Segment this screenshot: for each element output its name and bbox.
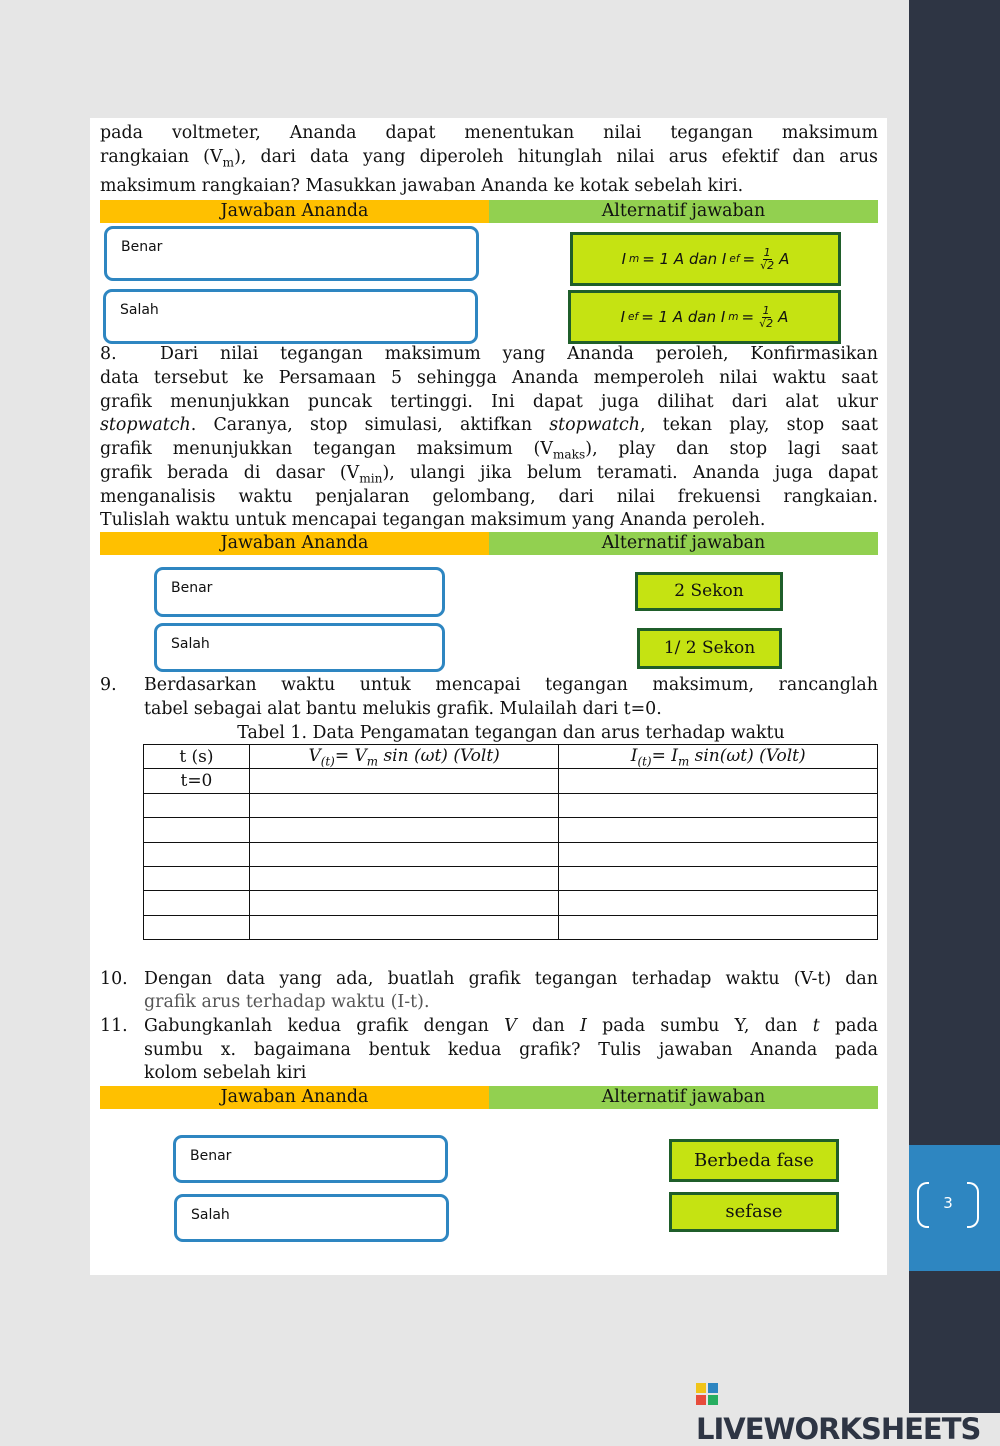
q8-answer-benar[interactable]: Benar [154,567,445,617]
q8-line-2: data tersebut ke Persamaan 5 sehingga Ananda memperoleh nilai waktu saat [100,368,878,388]
q8-line-5: grafik menunjukkan tegangan maksimum $(V_{maks})$, play dan stop lagi saat [100,439,878,462]
q7-alt-2[interactable]: I ef = 1 A dan I m = $\frac{1}{√2}$ A [568,290,841,344]
table-cell[interactable] [249,891,559,915]
answer-header: Jawaban Ananda [100,532,489,555]
q7-line-2: rangkaian $(V_m)$, dari data yang diperoleh hitunglah nilai arus efektif dan arus [100,147,878,170]
q11-line-1: Gabungkanlah kedua grafik dengan V dan I pada sumbu Y, dan t pada [144,1016,878,1036]
q8-alt-2[interactable]: 1/ 2 Sekon [637,628,782,669]
table-header-row [144,745,878,769]
table-cell[interactable] [144,866,250,890]
col-voltage: $V_{(t)}= V_m$ sin (ωt) (Volt) [249,745,559,769]
q7-header [100,200,878,223]
q10-line-2: grafik arus terhadap waktu (I-t). [144,992,430,1012]
table-cell[interactable] [249,818,559,842]
q8-line-3: grafik menunjukkan puncak tertinggi. Ini dapat juga dilihat dari alat ukur [100,392,878,412]
table-row [144,793,878,817]
table-cell[interactable] [559,866,878,890]
q7-line-1: pada voltmeter, Ananda dapat menentukan nilai tegangan maksimum [100,123,878,143]
q7-alt-1[interactable]: I m = 1 A dan I ef = $\frac{1}{√2}$ A [570,232,841,286]
q11-number: 11. [100,1016,128,1036]
q7-answer-benar[interactable]: Benar [104,226,479,281]
table-cell[interactable] [559,818,878,842]
table-cell[interactable] [144,891,250,915]
table-row [144,769,878,793]
alternative-header: Alternatif jawaban [489,532,878,555]
q10-line-1: Dengan data yang ada, buatlah grafik tegangan terhadap waktu (V-t) dan [144,969,878,989]
table-cell[interactable] [559,793,878,817]
q11-line-2: sumbu x. bagaimana bentuk kedua grafik? Tulis jawaban Ananda pada [144,1040,878,1060]
q7-line-3: maksimum rangkaian? Masukkan jawaban Ananda ke kotak sebelah kiri. [100,176,744,196]
q11-alt-2[interactable]: sefase [669,1192,839,1232]
table-cell[interactable] [144,818,250,842]
liveworksheets-logo: LIVEWORKSHEETS [696,1378,1000,1446]
table-row [144,891,878,915]
q8-alt-1[interactable]: 2 Sekon [635,572,783,611]
q8-line-1: Dari nilai tegangan maksimum yang Ananda peroleh, Konfirmasikan [160,344,878,364]
q8-line-4: stopwatch. Caranya, stop simulasi, aktifkan stopwatch, tekan play, stop saat [100,415,878,435]
alternative-header: Alternatif jawaban [489,200,878,223]
q11-alt-1[interactable]: Berbeda fase [669,1139,839,1182]
table-title: Tabel 1. Data Pengamatan tegangan dan arus terhadap waktu [237,723,785,743]
col-time: t (s) [144,745,250,769]
q8-line-7: menganalisis waktu penjalaran gelombang, dari nilai frekuensi rangkaian. [100,487,878,507]
q8-answer-salah[interactable]: Salah [154,623,445,672]
table-cell[interactable] [249,915,559,939]
table-cell[interactable] [559,891,878,915]
col-current: $I_{(t)}= I_m$ sin(ωt) (Volt) [559,745,878,769]
q11-answer-benar[interactable]: Benar [173,1135,448,1183]
table-cell[interactable] [559,769,878,793]
q7-answer-salah[interactable]: Salah [103,289,478,344]
page-number: 3 [917,1180,979,1228]
q11-answer-salah[interactable]: Salah [174,1194,449,1242]
q9-number: 9. [100,675,117,695]
table-cell[interactable] [144,793,250,817]
q10-number: 10. [100,969,128,989]
answer-header: Jawaban Ananda [100,200,489,223]
q9-line-2: tabel sebagai alat bantu melukis grafik. Mulailah dari t=0. [144,699,662,719]
table-row [144,915,878,939]
table-cell[interactable] [249,842,559,866]
table-cell[interactable] [249,769,559,793]
table-row [144,866,878,890]
table-cell[interactable] [144,915,250,939]
table-cell[interactable] [559,915,878,939]
q8-line-6: grafik berada di dasar $(V_{min})$, ulangi jika belum teramati. Ananda juga dapat [100,463,878,486]
observation-table [143,744,878,940]
table-cell[interactable] [249,793,559,817]
q8-line-8: Tulislah waktu untuk mencapai tegangan maksimum yang Ananda peroleh. [100,510,766,530]
q8-number: 8. [100,344,117,364]
q9-line-1: Berdasarkan waktu untuk mencapai tegangan maksimum, rancanglah [144,675,878,695]
answer-header: Jawaban Ananda [100,1086,489,1109]
logo-icon [696,1383,718,1405]
table-cell[interactable] [249,866,559,890]
table-cell[interactable] [559,842,878,866]
table-row [144,818,878,842]
table-cell[interactable] [144,842,250,866]
q8-header [100,532,878,555]
table-cell-time: t=0 [144,769,250,793]
q11-line-3: kolom sebelah kiri [144,1063,307,1083]
alternative-header: Alternatif jawaban [489,1086,878,1109]
table-row [144,842,878,866]
q11-header [100,1086,878,1109]
